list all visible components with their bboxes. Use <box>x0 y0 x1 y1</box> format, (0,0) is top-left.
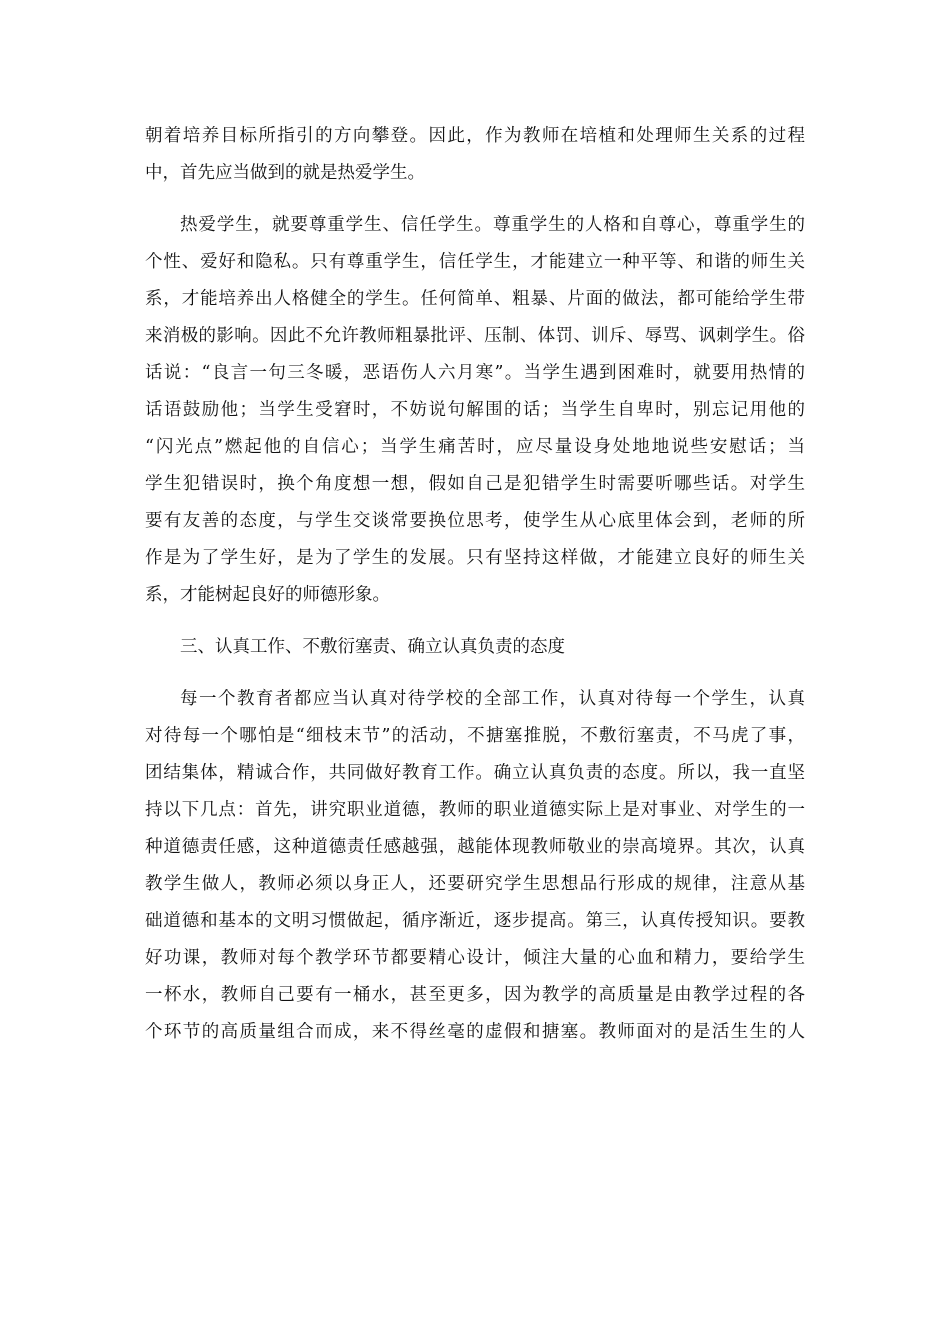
text-line: 好功课，教师对每个教学环节都要精心设计，倾注大量的心血和精力，要给学生 <box>145 948 805 968</box>
paragraph <box>145 681 805 1051</box>
text-line: 三、认真工作、不敷衍塞责、确立认真负责的态度 <box>180 637 565 657</box>
text-line: 朝着培养目标所指引的方向攀登。因此，作为教师在培植和处理师生关系的过程 <box>145 126 805 146</box>
paragraph <box>145 629 805 666</box>
text-line: 系，才能培养出人格健全的学生。任何简单、粗暴、片面的做法，都可能给学生带 <box>145 289 805 309</box>
text-line: 要有友善的态度，与学生交谈常要换位思考，使学生从心底里体会到，老师的所 <box>145 511 805 531</box>
paragraph <box>145 118 805 192</box>
text-line: 对待每一个哪怕是“细枝末节”的活动，不搪塞推脱，不敷衍塞责，不马虎了事， <box>145 726 805 746</box>
paragraph-spacer <box>145 192 805 207</box>
text-line: 个环节的高质量组合而成，来不得丝毫的虚假和搪塞。教师面对的是活生生的人 <box>145 1022 805 1042</box>
text-line: 每一个教育者都应当认真对待学校的全部工作，认真对待每一个学生，认真 <box>180 689 805 709</box>
text-line: 话说：“良言一句三冬暖，恶语伤人六月寒”。当学生遇到困难时，就要用热情的 <box>145 363 805 383</box>
text-line: “闪光点”燃起他的自信心；当学生痛苦时，应尽量设身处地地说些安慰话；当 <box>145 437 805 457</box>
text-line: 教学生做人，教师必须以身正人，还要研究学生思想品行形成的规律，注意从基 <box>145 874 805 894</box>
paragraph <box>145 207 805 614</box>
paragraph-spacer <box>145 614 805 629</box>
paragraph-spacer <box>145 666 805 681</box>
text-line: 热爱学生，就要尊重学生、信任学生。尊重学生的人格和自尊心，尊重学生的 <box>180 215 805 235</box>
document-body <box>145 118 805 1051</box>
text-line: 来消极的影响。因此不允许教师粗暴批评、压制、体罚、训斥、辱骂、讽刺学生。俗 <box>145 326 805 346</box>
text-line: 个性、爱好和隐私。只有尊重学生，信任学生，才能建立一种平等、和谐的师生关 <box>145 252 805 272</box>
text-line: 一杯水，教师自己要有一桶水，甚至更多，因为教学的高质量是由教学过程的各 <box>145 985 805 1005</box>
text-line: 中，首先应当做到的就是热爱学生。 <box>145 163 425 183</box>
text-line: 持以下几点：首先，讲究职业道德，教师的职业道德实际上是对事业、对学生的一 <box>145 800 805 820</box>
text-line: 作是为了学生好，是为了学生的发展。只有坚持这样做，才能建立良好的师生关 <box>145 548 805 568</box>
text-line: 种道德责任感，这种道德责任感越强，越能体现教师敬业的崇高境界。其次，认真 <box>145 837 805 857</box>
text-line: 学生犯错误时，换个角度想一想，假如自己是犯错学生时需要听哪些话。对学生 <box>145 474 805 494</box>
text-line: 话语鼓励他；当学生受窘时，不妨说句解围的话；当学生自卑时，别忘记用他的 <box>145 400 805 420</box>
text-line: 础道德和基本的文明习惯做起，循序渐近，逐步提高。第三，认真传授知识。要教 <box>145 911 805 931</box>
text-line: 团结集体，精诚合作，共同做好教育工作。确立认真负责的态度。所以，我一直坚 <box>145 763 805 783</box>
text-line: 系，才能树起良好的师德形象。 <box>145 585 390 605</box>
